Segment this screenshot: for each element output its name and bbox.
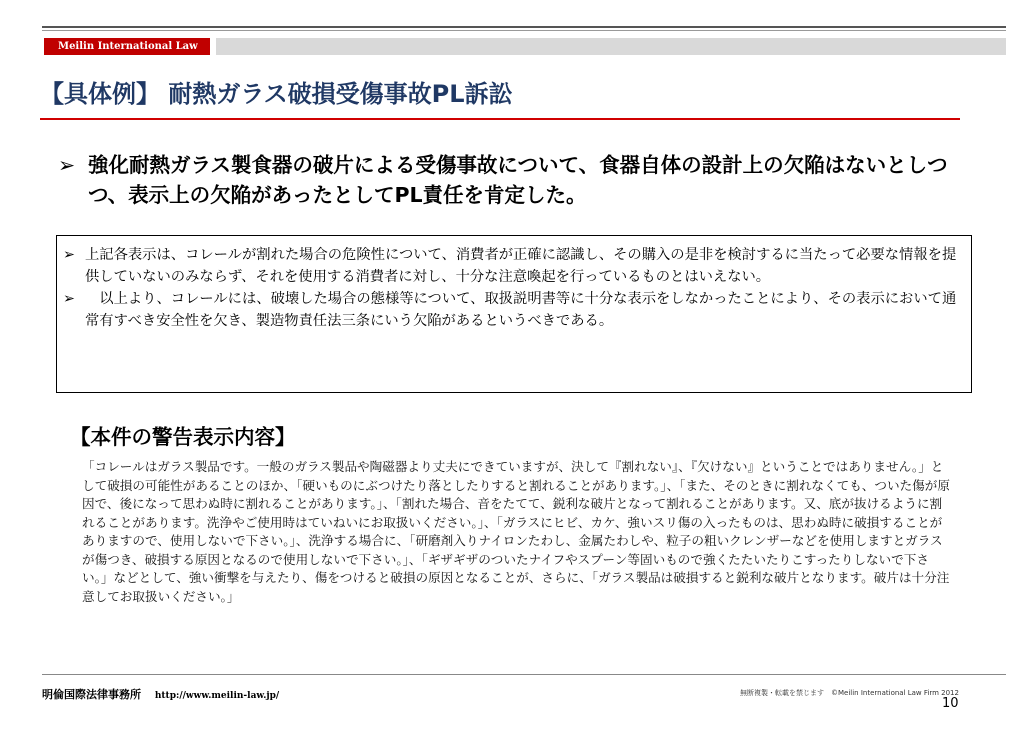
footer-firm-name: 明倫国際法律事務所 <box>42 688 141 701</box>
arrow-bullet-icon: ➢ <box>63 247 75 263</box>
arrow-bullet-icon: ➢ <box>63 291 75 307</box>
box-item <box>63 244 963 288</box>
footer-firm <box>42 686 279 702</box>
box-item-text: 上記各表示は、コレールが割れた場合の危険性について、消費者が正確に認識し、その購入の是非を検討するに当たって必要な情報を提供していないのみならず、それを使用する消費者に対し、十分な注意喚起を行っているものとはいえない。 <box>85 247 957 285</box>
footer-rule <box>42 674 1006 675</box>
box-item-text: 以上より、コレールには、破壊した場合の態様等について、取扱説明書等に十分な表示をしなかったことにより、その表示において通常有すべき安全性を欠き、製造物責任法三条にいう欠陥があるというべきである。 <box>85 291 957 329</box>
court-reasoning-box <box>56 235 972 393</box>
main-bullet <box>58 150 958 210</box>
main-bullet-text: 強化耐熱ガラス製食器の破片による受傷事故について、食器自体の設計上の欠陥はないとしつつ、表示上の欠陥があったとしてPL責任を肯定した。 <box>88 153 948 207</box>
top-rule-thick <box>42 26 1006 28</box>
warning-text: 「コレールはガラス製品です。一般のガラス製品や陶磁器より丈夫にできていますが、決して『割れない』、『欠けない』ということではありません。」として破損の可能性があることのほか、「硬いものにぶつけたり落としたりすると割れることがあります。」、「また、そのときに割れなくても、ついた傷が原因で、後になって思わぬ時に割れることがあります。」、「割れた場合、音をたてて、鋭利な破片となって割れることがあります。又、底が抜けるように割れることがあります。洗浄やご使用時はていねいにお取扱いください。」、「ガラスにヒビ、カケ、強いスリ傷の入ったものは、思わぬ時に破損することがありますので、使用しないで下さい。」、洗浄する場合に、「研磨剤入りナイロンたわし、金属たわしや、粒子の粗いクレンザーなどを使用しますとガラスが傷つき、破損する原因となるので使用しないで下さい。」、「ギザギザのついたナイフやスプーン等固いもので強くたたいたりこすったりしないで下さい。」などとして、強い衝撃を与えたり、傷をつけると破損の原因となることが、さらに、「ガラス製品は破損すると鋭利な破片となります。破片は十分注意してお取扱いください。」 <box>82 459 950 604</box>
arrow-bullet-icon: ➢ <box>58 153 76 177</box>
footer-url[interactable]: http://www.meilin-law.jp/ <box>154 691 280 701</box>
firm-label-bar: Meilin International Law Firm <box>44 38 210 55</box>
header-grey-bar <box>216 38 1006 55</box>
top-rule-thin <box>42 30 1006 31</box>
box-item <box>63 288 963 332</box>
title-underline <box>40 118 960 120</box>
footer-copyright: 無断複製・転載を禁じます ©Meilin International Law Firm 2012 <box>740 689 959 697</box>
warning-heading: 【本件の警告表示内容】 <box>70 425 296 449</box>
page-number: 10 <box>942 696 959 711</box>
slide-title: 【具体例】 耐熱ガラス破損受傷事故PL訴訟 <box>40 80 513 108</box>
